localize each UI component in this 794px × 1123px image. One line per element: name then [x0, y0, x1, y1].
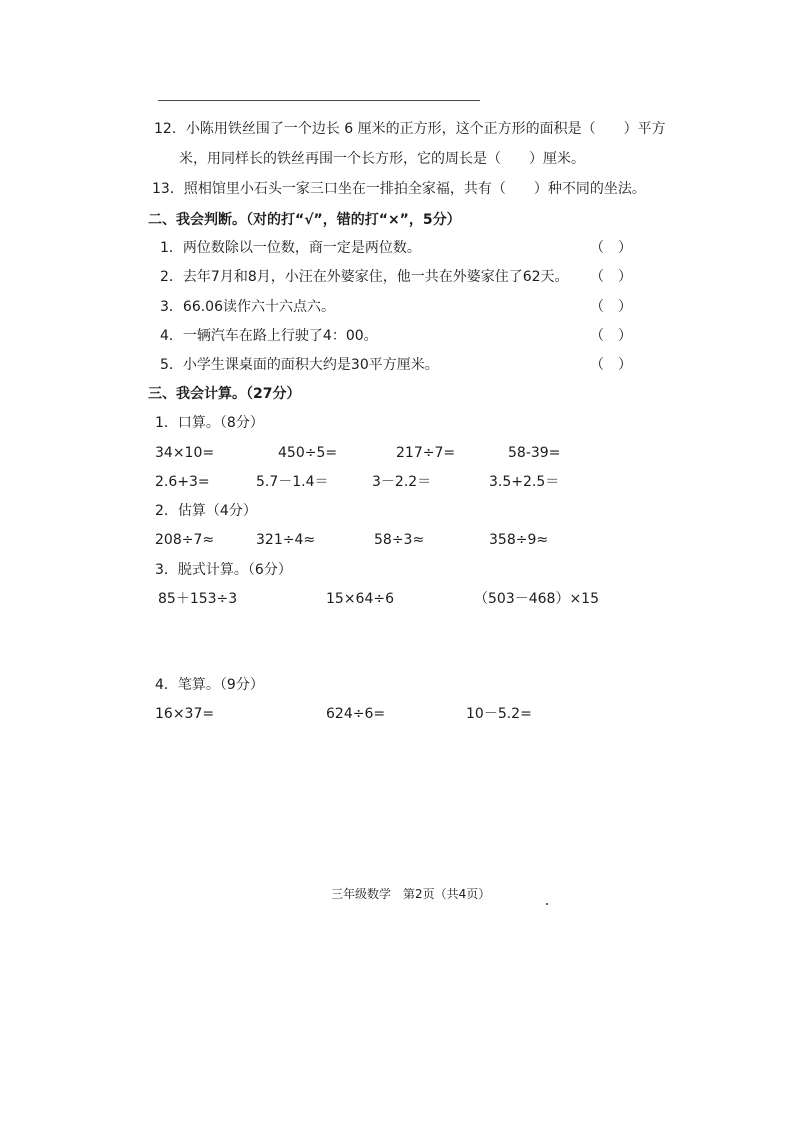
- stepwise-2: 15×64÷6: [326, 591, 394, 607]
- oral-calc-7: 3－2.2＝: [372, 474, 432, 490]
- judge-item-2: 2．去年7月和8月，小汪在外婆家住，他一共在外婆家住了62天。: [160, 269, 569, 285]
- stepwise-title: 3．脱式计算。（6分）: [155, 562, 292, 578]
- oral-calc-title: 1．口算。（8分）: [155, 415, 264, 431]
- oral-calc-4: 58-39=: [508, 445, 561, 461]
- oral-calc-5: 2.6+3=: [155, 474, 210, 490]
- estimate-4: 358÷9≈: [489, 532, 549, 548]
- page-footer: 三年级数学 第2页（共4页）: [331, 887, 491, 901]
- written-calc-3: 10－5.2=: [466, 706, 532, 722]
- oral-calc-1: 34×10=: [155, 445, 215, 461]
- section-2-title: 二、我会判断。（对的打“√”，错的打“×”，5分）: [148, 212, 461, 228]
- judge-item-3: 3．66.06读作六十六点六。: [160, 299, 335, 315]
- judge-paren-4: （ ）: [590, 328, 632, 344]
- scan-speck: [546, 903, 548, 905]
- stepwise-3: （503－468）×15: [474, 591, 599, 607]
- oral-calc-2: 450÷5=: [278, 445, 338, 461]
- estimate-1: 208÷7≈: [155, 532, 215, 548]
- judge-paren-1: （ ）: [590, 240, 632, 256]
- oral-calc-3: 217÷7=: [396, 445, 456, 461]
- judge-paren-5: （ ）: [590, 357, 632, 373]
- question-13: 13．照相馆里小石头一家三口坐在一排拍全家福，共有（ ）种不同的坐法。: [152, 181, 646, 197]
- written-calc-title: 4．笔算。（9分）: [155, 677, 264, 693]
- section-3-title: 三、我会计算。（27分）: [148, 386, 301, 402]
- judge-paren-3: （ ）: [590, 299, 632, 315]
- judge-item-1: 1．两位数除以一位数，商一定是两位数。: [160, 240, 421, 256]
- estimate-title: 2．估算（4分）: [155, 503, 257, 519]
- estimate-2: 321÷4≈: [256, 532, 316, 548]
- stepwise-1: 85＋153÷3: [158, 591, 238, 607]
- question-12-line2: 米，用同样长的铁丝再围一个长方形，它的周长是（ ）厘米。: [179, 151, 585, 167]
- written-calc-1: 16×37=: [155, 706, 215, 722]
- top-divider: [158, 100, 480, 101]
- oral-calc-6: 5.7－1.4＝: [256, 474, 329, 490]
- question-12-line1: 12．小陈用铁丝围了一个边长 6 厘米的正方形，这个正方形的面积是（ ）平方: [154, 121, 666, 137]
- judge-item-5: 5．小学生课桌面的面积大约是30平方厘米。: [160, 357, 439, 373]
- judge-paren-2: （ ）: [590, 269, 632, 285]
- written-calc-2: 624÷6=: [326, 706, 386, 722]
- judge-item-4: 4．一辆汽车在路上行驶了4：00。: [160, 328, 378, 344]
- oral-calc-8: 3.5+2.5＝: [489, 474, 560, 490]
- estimate-3: 58÷3≈: [374, 532, 425, 548]
